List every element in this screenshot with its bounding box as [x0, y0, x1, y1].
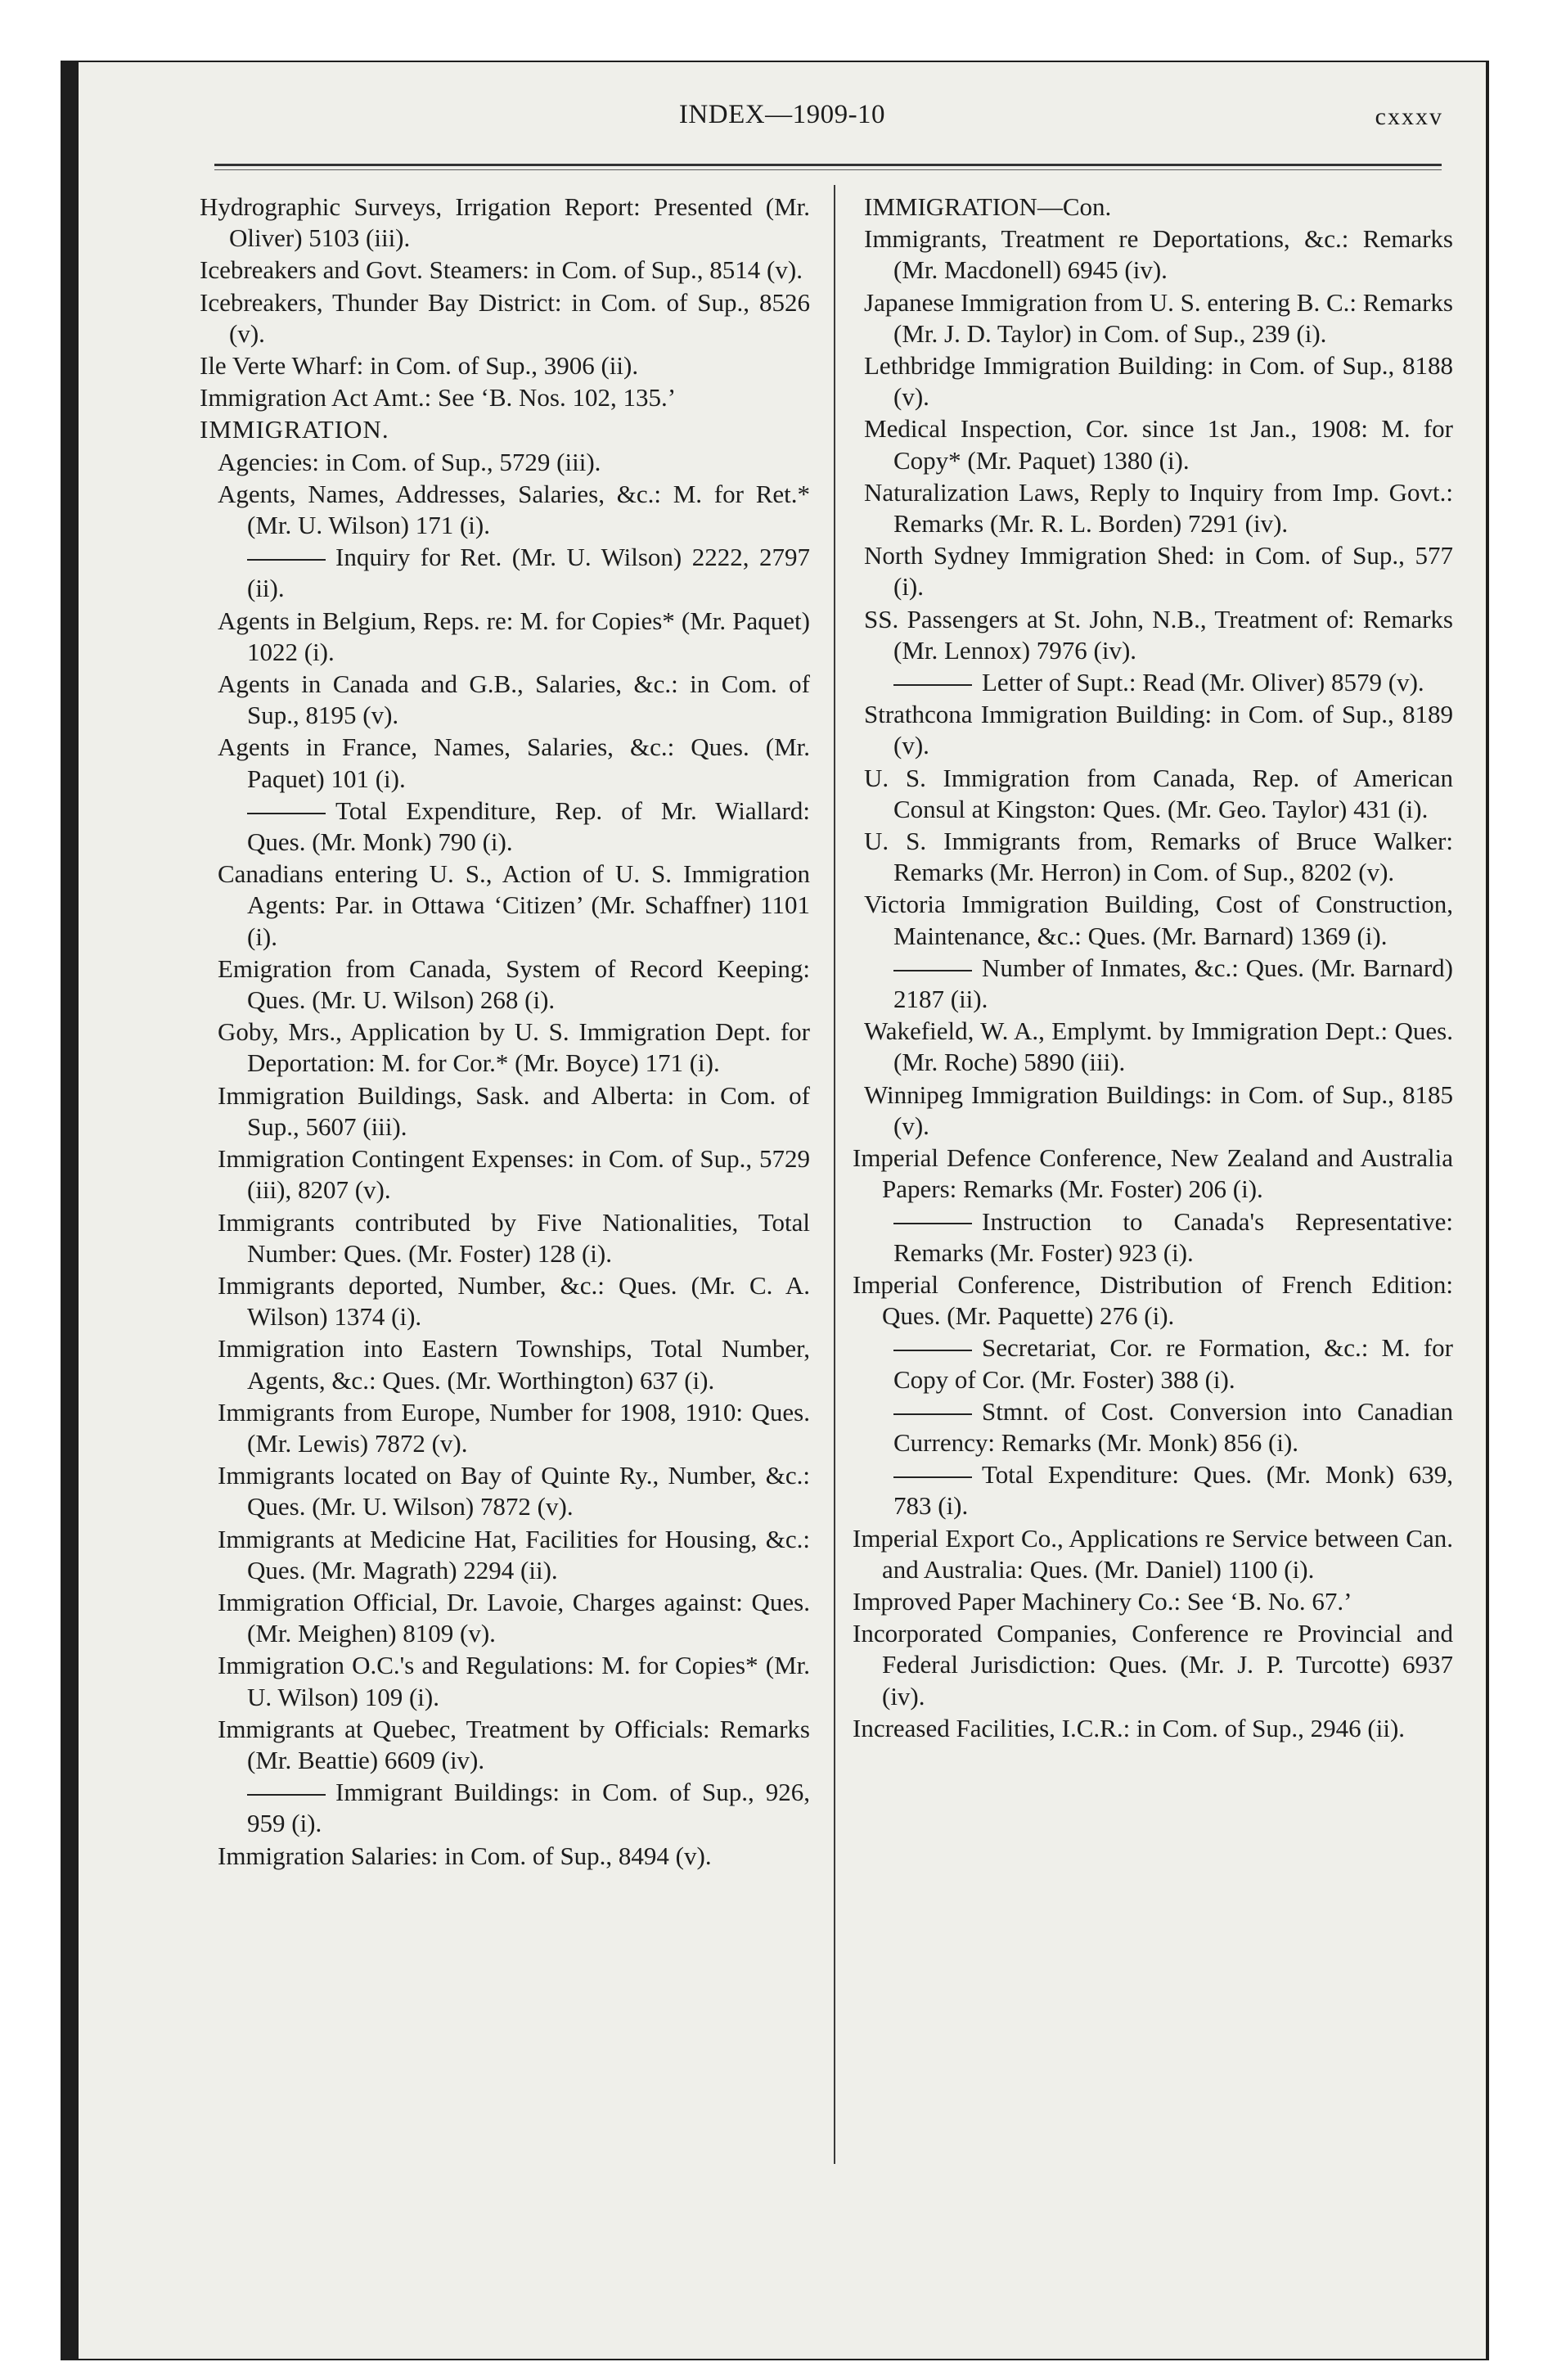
index-subentry — [864, 667, 1453, 698]
entry-text: Inquiry for Ret. (Mr. U. Wilson) 2222, 2797 (ii). — [247, 543, 810, 603]
index-subentry — [864, 953, 1453, 1015]
entry-text: Strathcona Immigration Building: in Com. of Sup., 8189 (v). — [864, 700, 1453, 760]
index-entry — [218, 1714, 810, 1776]
entry-text: Immigrants from Europe, Number for 1908, 1910: Ques. (Mr. Lewis) 7872 (v). — [218, 1397, 810, 1458]
index-entry — [218, 1841, 810, 1872]
entry-text: Hydrographic Surveys, Irrigation Report: Presented (Mr. Oliver) 5103 (iii). — [200, 192, 810, 253]
index-entry — [864, 540, 1453, 602]
entry-text: Immigration O.C.'s and Regulations: M. for Copies* (Mr. U. Wilson) 109 (i). — [218, 1651, 810, 1711]
index-entry — [218, 1524, 810, 1586]
right-column — [853, 192, 1453, 1745]
index-entry — [218, 1650, 810, 1712]
index-entry — [200, 192, 810, 254]
entry-text: Winnipeg Immigration Buildings: in Com. of Sup., 8185 (v). — [864, 1080, 1453, 1140]
entry-text: Total Expenditure, Rep. of Mr. Wiallard: Ques. (Mr. Monk) 790 (i). — [247, 796, 810, 857]
index-entry — [853, 1586, 1453, 1617]
index-entry — [218, 479, 810, 541]
index-entry — [218, 1080, 810, 1143]
repeat-dash — [893, 684, 972, 686]
entry-text: IMMIGRATION. — [200, 415, 389, 444]
running-head: INDEX—1909-10 — [678, 100, 886, 129]
entry-text: Agents, Names, Addresses, Salaries, &c.: M. for Ret.* (Mr. U. Wilson) 171 (i). — [218, 479, 810, 540]
entry-text: Immigration Act Amt.: See ‘B. Nos. 102, 135.’ — [200, 383, 677, 412]
index-entry — [218, 1333, 810, 1395]
index-entry — [864, 477, 1453, 539]
entry-text: Instruction to Canada's Representative: Remarks (Mr. Foster) 923 (i). — [893, 1206, 1453, 1267]
index-page — [79, 62, 1486, 2359]
entry-text: Immigration Buildings, Sask. and Alberta: in Com. of Sup., 5607 (iii). — [218, 1080, 810, 1141]
entry-text: Immigration into Eastern Townships, Total Number, Agents, &c.: Ques. (Mr. Worthington) 637 (i). — [218, 1334, 810, 1395]
index-entry — [200, 255, 810, 286]
repeat-dash — [247, 813, 326, 814]
index-subentry — [218, 1777, 810, 1839]
index-entry — [200, 382, 810, 413]
entry-text: Wakefield, W. A., Emplymt. by Immigration Dept.: Ques. (Mr. Roche) 5890 (iii). — [864, 1016, 1453, 1077]
entry-text: Medical Inspection, Cor. since 1st Jan., 1908: M. for Copy* (Mr. Paquet) 1380 (i). — [864, 414, 1453, 475]
index-subentry — [864, 1459, 1453, 1521]
entry-text: Victoria Immigration Building, Cost of Construction, Maintenance, &c.: Ques. (Mr. Barnard) 1369 (i). — [864, 890, 1453, 950]
index-entry — [218, 1270, 810, 1332]
repeat-dash — [893, 1476, 972, 1478]
index-subentry — [218, 542, 810, 604]
entry-text: Immigrants at Quebec, Treatment by Officials: Remarks (Mr. Beattie) 6609 (iv). — [218, 1714, 810, 1774]
index-entry — [864, 763, 1453, 825]
section-heading — [200, 414, 810, 445]
index-entry — [218, 953, 810, 1016]
entry-text: Imperial Defence Conference, New Zealand and Australia Papers: Remarks (Mr. Foster) 206 (i). — [853, 1143, 1453, 1204]
entry-text: Immigration Contingent Expenses: in Com. of Sup., 5729 (iii), 8207 (v). — [218, 1144, 810, 1205]
index-entry — [218, 859, 810, 953]
index-entry — [853, 1523, 1453, 1585]
index-entry — [864, 223, 1453, 286]
entry-text: Immigrants at Medicine Hat, Facilities for Housing, &c.: Ques. (Mr. Magrath) 2294 (ii). — [218, 1524, 810, 1584]
repeat-dash — [247, 559, 326, 561]
entry-text: Icebreakers and Govt. Steamers: in Com. of Sup., 8514 (v). — [200, 255, 803, 285]
entry-text: Canadians entering U. S., Action of U. S. Immigration Agents: Par. in Ottawa ‘Citizen’ (Mr. Schaffner) 1101 (i). — [218, 859, 810, 951]
index-entry — [218, 447, 810, 478]
page-number: cxxxv — [1375, 103, 1443, 130]
index-entry — [218, 1016, 810, 1079]
entry-text: U. S. Immigration from Canada, Rep. of American Consul at Kingston: Ques. (Mr. Geo. Taylor) 431 (i). — [864, 763, 1453, 823]
repeat-dash — [893, 1223, 972, 1224]
entry-text: Immigration Official, Dr. Lavoie, Charges against: Ques. (Mr. Meighen) 8109 (v). — [218, 1587, 810, 1648]
index-entry — [864, 192, 1453, 223]
entry-text: Letter of Supt.: Read (Mr. Oliver) 8579 (v). — [982, 668, 1424, 697]
index-entry — [864, 1080, 1453, 1142]
entry-text: Emigration from Canada, System of Record Keeping: Ques. (Mr. U. Wilson) 268 (i). — [218, 953, 810, 1015]
index-entry — [864, 350, 1453, 412]
left-column — [200, 192, 810, 1873]
header-rule — [214, 164, 1442, 170]
entry-text: Stmnt. of Cost. Conversion into Canadian Currency: Remarks (Mr. Monk) 856 (i). — [893, 1396, 1453, 1457]
index-entry — [864, 604, 1453, 666]
entry-text: Agents in Belgium, Reps. re: M. for Copies* (Mr. Paquet) 1022 (i). — [218, 606, 810, 666]
index-entry — [218, 1460, 810, 1522]
index-entry — [853, 1618, 1453, 1712]
entry-text: Immigrant Buildings: in Com. of Sup., 926, 959 (i). — [247, 1778, 810, 1838]
index-entry — [864, 699, 1453, 761]
entry-text: Secretariat, Cor. re Formation, &c.: M. for Copy of Cor. (Mr. Foster) 388 (i). — [893, 1333, 1453, 1394]
repeat-dash — [893, 1350, 972, 1351]
repeat-dash — [247, 1794, 326, 1796]
index-entry — [218, 669, 810, 731]
entry-text: Agencies: in Com. of Sup., 5729 (iii). — [218, 447, 601, 476]
index-entry — [864, 889, 1453, 951]
index-entry — [218, 732, 810, 794]
index-entry — [218, 1397, 810, 1459]
column-divider — [834, 185, 835, 2164]
index-subentry — [864, 1206, 1453, 1269]
entry-text: Immigrants located on Bay of Quinte Ry., Number, &c.: Ques. (Mr. U. Wilson) 7872 (v). — [218, 1461, 810, 1521]
entry-text: Japanese Immigration from U. S. entering B. C.: Remarks (Mr. J. D. Taylor) in Com. of Sup., 239 (i). — [864, 287, 1453, 348]
entry-text: Lethbridge Immigration Building: in Com. of Sup., 8188 (v). — [864, 351, 1453, 412]
entry-text: North Sydney Immigration Shed: in Com. of Sup., 577 (i). — [864, 541, 1453, 602]
index-entry — [218, 1587, 810, 1649]
repeat-dash — [893, 970, 972, 971]
index-entry — [864, 1016, 1453, 1078]
index-entry — [864, 413, 1453, 476]
repeat-dash — [893, 1413, 972, 1415]
index-entry — [864, 826, 1453, 888]
entry-text: IMMIGRATION—Con. — [864, 192, 1112, 221]
index-entry — [853, 1143, 1453, 1205]
entry-text: Total Expenditure: Ques. (Mr. Monk) 639, 783 (i). — [893, 1460, 1453, 1521]
index-entry — [853, 1713, 1453, 1744]
entry-text: Immigrants contributed by Five Nationalities, Total Number: Ques. (Mr. Foster) 128 (i). — [218, 1207, 810, 1268]
index-entry — [864, 287, 1453, 349]
index-entry — [218, 606, 810, 668]
entry-text: Agents in France, Names, Salaries, &c.: Ques. (Mr. Paquet) 101 (i). — [218, 732, 810, 793]
index-entry — [853, 1269, 1453, 1332]
entry-text: Number of Inmates, &c.: Ques. (Mr. Barnard) 2187 (ii). — [893, 953, 1453, 1014]
index-entry — [218, 1143, 810, 1206]
entry-text: Immigrants deported, Number, &c.: Ques. (Mr. C. A. Wilson) 1374 (i). — [218, 1270, 810, 1332]
index-entry — [200, 287, 810, 349]
entry-text: Naturalization Laws, Reply to Inquiry from Imp. Govt.: Remarks (Mr. R. L. Borden) 7291 (iv). — [864, 477, 1453, 539]
entry-text: Goby, Mrs., Application by U. S. Immigration Dept. for Deportation: M. for Cor.* (Mr. Boyce) 171 (i). — [218, 1017, 810, 1078]
entry-text: Agents in Canada and G.B., Salaries, &c.: in Com. of Sup., 8195 (v). — [218, 669, 810, 730]
entry-text: Immigrants, Treatment re Deportations, &c.: Remarks (Mr. Macdonell) 6945 (iv). — [864, 224, 1453, 285]
index-entry — [200, 350, 810, 381]
entry-text: Incorporated Companies, Conference re Provincial and Federal Jurisdiction: Ques. (Mr. J. P. Turcotte) 6937 (iv). — [853, 1619, 1453, 1711]
entry-text: Ile Verte Wharf: in Com. of Sup., 3906 (ii). — [200, 351, 639, 381]
index-subentry — [864, 1396, 1453, 1458]
entry-text: U. S. Immigrants from, Remarks of Bruce Walker: Remarks (Mr. Herron) in Com. of Sup., 8202 (v). — [864, 827, 1453, 887]
index-subentry — [864, 1332, 1453, 1395]
entry-text: Imperial Conference, Distribution of French Edition: Ques. (Mr. Paquette) 276 (i). — [853, 1269, 1453, 1331]
index-entry — [218, 1207, 810, 1269]
index-subentry — [218, 796, 810, 858]
entry-text: Icebreakers, Thunder Bay District: in Com. of Sup., 8526 (v). — [200, 287, 810, 348]
entry-text: Increased Facilities, I.C.R.: in Com. of Sup., 2946 (ii). — [853, 1713, 1406, 1742]
entry-text: Imperial Export Co., Applications re Service between Can. and Australia: Ques. (Mr. Daniel) 1100 (i). — [853, 1523, 1453, 1584]
entry-text: Improved Paper Machinery Co.: See ‘B. No. 67.’ — [853, 1586, 1352, 1616]
entry-text: Immigration Salaries: in Com. of Sup., 8494 (v). — [218, 1841, 712, 1870]
entry-text: SS. Passengers at St. John, N.B., Treatment of: Remarks (Mr. Lennox) 7976 (iv). — [864, 604, 1453, 665]
